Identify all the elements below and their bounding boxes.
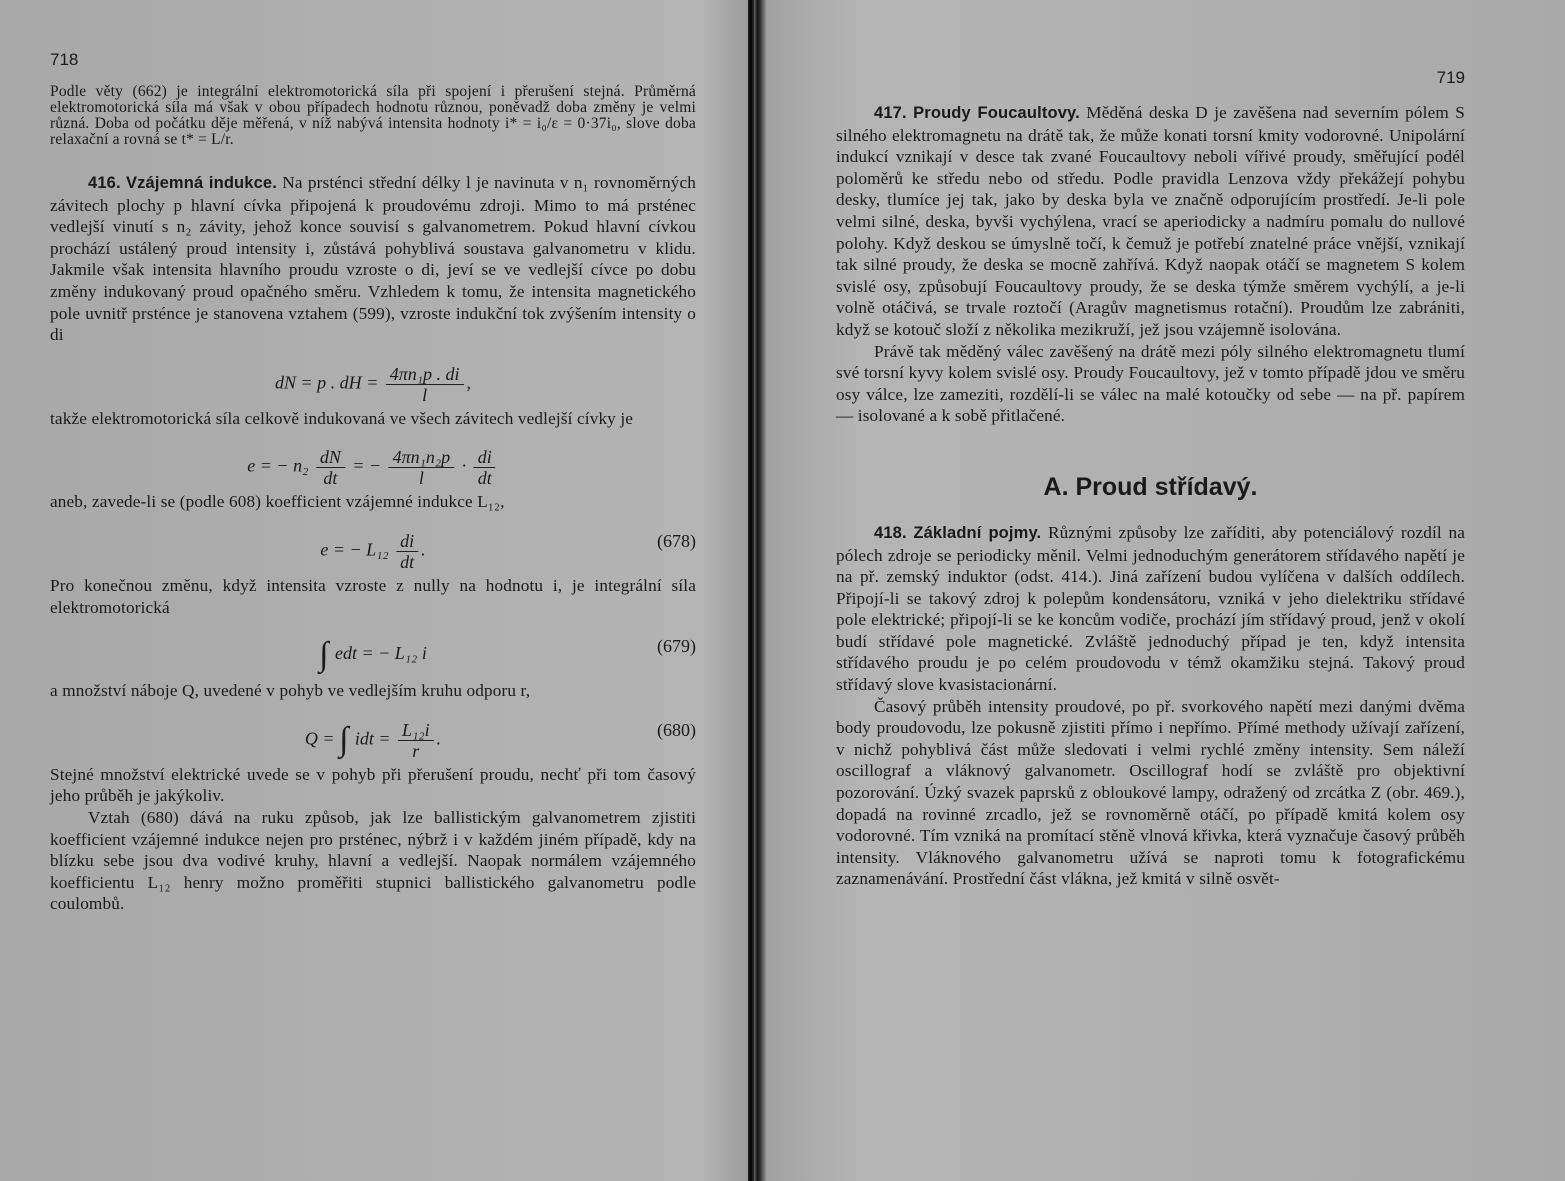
formula3-fraction (396, 531, 418, 572)
formula2-f1-den: dt (323, 468, 338, 489)
formula5-fraction (398, 720, 434, 761)
section-418-title: Základní pojmy. (913, 523, 1042, 542)
section-416-para5: a množství náboje Q, uvedené v pohyb ve vedlejším kruhu odporu r, (50, 681, 531, 701)
formula-e-n2: e = − n₂ $\frac{dN}{dt}$ = − $\frac{\text{4πn₁n₂p}}{l}$ · $\frac{di}{dt}$ (50, 433, 696, 487)
formula2-f3-den: dt (477, 468, 492, 489)
formula3-num: di (396, 531, 418, 552)
section-417-para2: Právě tak měděný válec zavěšený na drátě mezi póly silného elektromagnetu tlumí své torsní kyvy kolem svislé osy. Proudy Foucaultovy, jež v tomto případě jdou ve směru osy válce, lze zameziti, rozdělí-li se válec na malé kotoučky od sebe — na př. papírem — isolované a k sobě přitlačené. (836, 341, 1465, 426)
formula-680: Q = ∫ idt = $\frac{\text{L₁₂i}}{r}$ . (680) (304, 719, 696, 761)
section-416-text1: Na prsténci střední délky l je navinuta v n₁ rovnoměrných závitech plochy p hlavní cívka připojená k proudovému zdroji. Mimo to má prsténec vedlejší vinutí s n₂ závity, jehož konce souvisí s galvanometrem. Pokud hlavní cívkou prochází ustálený proud intensity i, zůstává pohyblivá soustava galvanometru v klidu. Jakmile však intensita hlavního proudu vzroste o di, jeví se ve vedlejší cívce po dobu změny indukovaný proud opačného směru. Vzhledem k tomu, že intensita magnetického pole uvnitř prsténce je stanovena vztahem (599), vzroste indukční tok zvýšením intensity o di (50, 173, 696, 345)
formula1-denominator: l (422, 384, 428, 405)
section-417-para1 (836, 102, 1465, 341)
formula-number-679: (679) (657, 636, 696, 657)
section-417-text1: Měděná deska D je zavěšena nad severním pólem S silného elektromagnetu na drátě tak, že může konati torsní kmity vodorovné. Unipolární indukcí vznikají v desce tak zvané Foucaultovy neboli vířivé proudy, směřující podél poloměrů ke středu nebo od středu. Podle pravidla Lenzova vždy překážejí pohybu desky, tlumíce jej tak, jako by deska byla ve značně odporujícím prostředí. Je-li pole velmi silné, deska, byvši vychýlena, vrací se aperiodicky a nadmíru pomalu do nullové polohy. Když deskou se úmyslně točí, k čemuž je potřebí znatelné práce vnější, vznikají tak silné proudy, že deska se mocně zahřívá. Když naopak otáčí se magnetem S kolem svislé osy, způsobují Foucaultovy proudy, že se deska týmže směrem vychýlí, a je-li volně otáčivá, se trvale roztočí (Aragův magnetismus rotační). Proudům lze zabrániti, když se kotouč složí z několika mezikruží, jež jsou vzájemně isolována. (836, 103, 1465, 339)
section-417-number: 417. (874, 104, 907, 122)
section-416-number: 416. (88, 174, 121, 192)
formula2-fraction1 (316, 447, 345, 488)
formula5-num: L₁₂i (398, 720, 434, 741)
formula-678: e = − L₁₂ $\frac{di}{dt}$ . (678) (320, 530, 696, 572)
integral-sign-679: ∫ (319, 636, 329, 674)
formula-number-678: (678) (657, 530, 696, 551)
formula2-mid: = − (352, 455, 382, 476)
formula2-f1-num: dN (316, 447, 345, 468)
section-416-para4: Pro konečnou změnu, když intensita vzroste z nully na hodnotu i, je integrální síla elektromotorická (50, 575, 696, 617)
intro-paragraph: Podle věty (662) je integrální elektromotorická síla při spojení i přerušení stejná. Průměrná elektromotorická síla má však v obou případech hodnotu různou, poněvadž doba změny je velmi různá. Doba od počátku děje měřená, v níž nabývá intensita hodnoty i* = i₀/ε = 0·37i₀, slove doba relaxační a rovná se t* = L/r. (50, 83, 696, 148)
formula2-f2-den: l (418, 468, 424, 489)
section-416-para7: Vztah (680) dává na ruku způsob, jak lze ballistickým galvanometrem zjistiti koefficient vzájemné indukce nejen pro prsténec, nýbrž i v každém jiném případě, kdy na blízku sebe jsou dva vodivé kruhy, hlavní a vedlejší. Naopak normálem vzájemného koefficientu L₁₂ henry možno proměřiti stupnici ballistického galvanometru podle coulombů. (50, 807, 696, 914)
formula3-left: e = − L₁₂ (320, 539, 389, 560)
formula5-left: Q = (304, 728, 335, 749)
section-416-para1 (50, 172, 696, 346)
formula2-fraction3 (474, 447, 496, 488)
formula-dN: dN = p . dH = $\frac{\text{4πn₁p . di}}{l}$ , (274, 363, 472, 405)
formula4-body: edt = − L₁₂ i (335, 643, 427, 664)
chapter-heading: A. Proud střídavý. (1043, 472, 1258, 501)
formula-number-680: (680) (657, 719, 696, 740)
page-number-right: 719 (1436, 68, 1465, 87)
left-page (0, 0, 756, 1181)
formula1-fraction (386, 364, 464, 405)
formula1-numerator: 4πn₁p . di (386, 364, 464, 385)
formula3-den: dt (400, 551, 415, 572)
section-416-para3: aneb, zavede-li se (podle 608) koefficient vzájemné indukce L₁₂, (50, 492, 505, 512)
section-418-para1 (836, 522, 1465, 696)
formula5-mid: idt = (354, 728, 391, 749)
right-page (756, 0, 1565, 1181)
section-418-para2: Časový průběh intensity proudové, po př. svorkového napětí mezi danými dvěma body proudovodu, lze pokusně zjistiti přímo i nepřímo. Přímé methody užívají zařízení, v nichž pohyblivá část může sledovati i velmi rychlé změny intensity. Sem náleží oscillograf a vláknový galvanometr. Oscillograf hodí se zvláště pro objektivní pozorování. Úzký svazek paprsků z obloukové lampy, odražený od zrcátka Z (obr. 469.), dopadá na rovinné zrcadlo, jež se rovnoměrně otáčí, po případě kmitá kolem osy vodorovné. Tím vzniká na promítací stěně vlnová křivka, která vyznačuje časový průběh intensity. Vláknového galvanometru užívá se naproti tomu k fotografickému zaznamenávání. Prostřední část vlákna, jež kmitá v silně osvět- (836, 696, 1465, 889)
page-number-left: 718 (50, 50, 79, 69)
formula5-den: r (412, 740, 420, 761)
formula-679 (50, 622, 696, 676)
section-417-title: Proudy Foucaultovy. (913, 104, 1080, 122)
formula2-f3-num: di (474, 447, 496, 468)
section-418-text1: Různými způsoby lze zaříditi, aby potenciálový rozdíl na pólech zdroje se periodicky měnil. Velmi jednoduchým generátorem střídavého napětí je na př. zemský induktor (odst. 414.). Jiná zařízení budou vylíčena v dalších oddílech. Připojí-li se takový zdroj k polepům kondensátoru, vzniká v jeho dielektriku střídavé pole elektrické; připojí-li se ke koncům vodiče, prochází jím střídavý proud, jenž v okolí budí střídavé pole magnetické. Zvláště jednoduchý případ je ten, když intensita střídavého proudu je po celém proudovodu v témž okamžiku stejná. Takový proud střídavý slove kvasistacionární. (836, 522, 1466, 695)
formula1-left: dN = p . dH = (274, 372, 379, 393)
section-416-para6: Stejné množství elektrické uvede se v pohyb při přerušení proudu, nechť při tom časový jeho průběh je jakýkoliv. (50, 764, 696, 806)
formula2-fraction2 (389, 447, 455, 488)
formula2-f2-num: 4πn₁n₂p (389, 447, 455, 468)
integral-sign-680: ∫ (339, 721, 349, 759)
section-418-number: 418. (874, 523, 907, 542)
book-gutter (748, 0, 754, 1181)
formula2-left: e = − n₂ (247, 455, 309, 476)
section-416-title: Vzájemná indukce. (125, 174, 277, 192)
section-416-para2: takže elektromotorická síla celkově indukovaná ve všech závitech vedlejší cívky je (50, 408, 634, 428)
